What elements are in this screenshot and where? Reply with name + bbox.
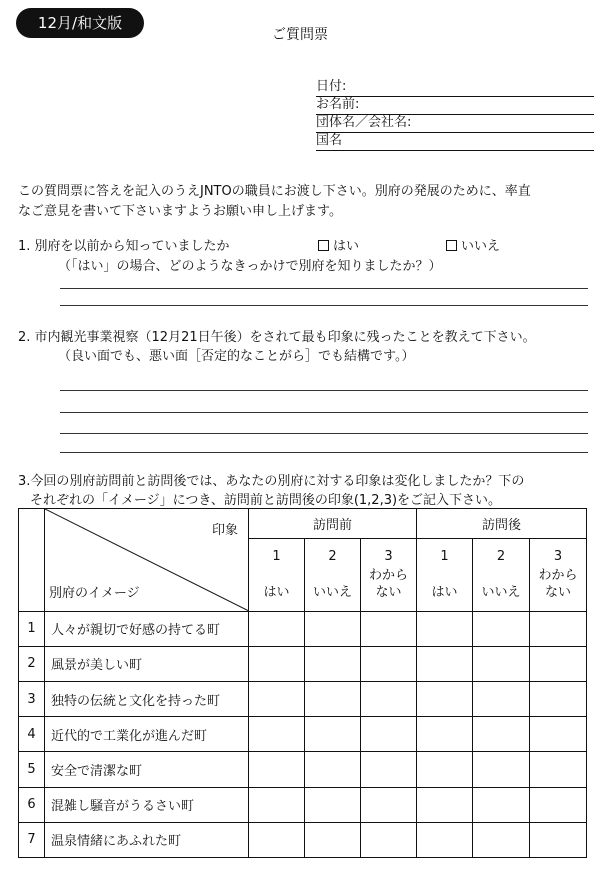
after-answer-cell[interactable] [530,717,587,752]
before-answer-cell[interactable] [305,822,361,857]
table-row [19,717,587,752]
image-label: 人々が親切で好感の持てる町 [45,611,249,646]
q1-yes-option[interactable] [318,237,359,257]
edition-tag: 12月/和文版 [16,8,144,38]
row-number: 6 [19,787,45,822]
image-label: 独特の伝統と文化を持った町 [45,681,249,716]
after-answer-cell[interactable] [530,611,587,646]
after-answer-cell[interactable] [417,752,473,787]
row-number: 3 [19,681,45,716]
before-answer-cell[interactable] [305,646,361,681]
table-row [19,822,587,857]
before-answer-cell[interactable] [361,611,417,646]
answer-line[interactable] [60,288,588,289]
before-answer-cell[interactable] [305,611,361,646]
before-answer-cell[interactable] [249,717,305,752]
before-answer-cell[interactable] [249,822,305,857]
scale-header-after-3: 3 わから ない [530,539,587,611]
image-label: 安全で清潔な町 [45,752,249,787]
before-answer-cell[interactable] [249,752,305,787]
after-answer-cell[interactable] [530,646,587,681]
after-answer-cell[interactable] [417,787,473,822]
q2-subquestion: （良い面でも、悪い面［否定的なことがら］でも結構です。） [58,349,415,364]
after-answer-cell[interactable] [473,611,530,646]
answer-line[interactable] [60,305,588,306]
after-answer-cell[interactable] [417,822,473,857]
q1-no-label: いいえ [461,239,501,254]
after-visit-header: 訪問後 [417,509,587,539]
q1-question: 1. 別府を以前から知っていましたか [18,239,230,254]
q1-yes-label: はい [333,239,360,254]
table-row [19,681,587,716]
impression-table [18,508,587,858]
row-number: 2 [19,646,45,681]
after-answer-cell[interactable] [473,717,530,752]
before-answer-cell[interactable] [249,787,305,822]
q1-subquestion: （「はい」の場合、どのようなきっかけで別府を知りましたか？） [58,259,442,274]
after-answer-cell[interactable] [530,681,587,716]
image-label: 温泉情緒にあふれた町 [45,822,249,857]
table-corner-cell [19,509,45,612]
scale-header-after-1: 1 はい [417,539,473,611]
image-label: 混雑し騒音がうるさい町 [45,787,249,822]
after-answer-cell[interactable] [473,752,530,787]
after-answer-cell[interactable] [473,646,530,681]
q1-no-option[interactable] [446,237,500,257]
organization-field[interactable]: 団体名／会社名: [316,114,594,133]
intro-line-2: なご意見を書いて下さいますようお願い申し上げます。 [18,204,342,219]
answer-line[interactable] [60,452,588,453]
after-answer-cell[interactable] [473,681,530,716]
before-answer-cell[interactable] [305,717,361,752]
image-label: 近代的で工業化が進んだ町 [45,717,249,752]
after-answer-cell[interactable] [417,681,473,716]
before-answer-cell[interactable] [249,646,305,681]
scale-header-after-2: 2 いいえ [473,539,530,611]
before-answer-cell[interactable] [249,611,305,646]
q2-question: 2. 市内観光事業視察（12月21日午後）をされて最も印象に残ったことを教えて下さい。 [18,330,536,345]
before-answer-cell[interactable] [361,787,417,822]
before-answer-cell[interactable] [305,681,361,716]
date-field[interactable]: 日付: [316,78,594,97]
before-answer-cell[interactable] [305,787,361,822]
before-answer-cell[interactable] [305,752,361,787]
scale-header-before-2: 2 いいえ [305,539,361,611]
before-answer-cell[interactable] [249,681,305,716]
answer-line[interactable] [60,433,588,434]
scale-header-before-3: 3 わから ない [361,539,417,611]
form-title: ご質問票 [272,27,328,43]
country-field[interactable]: 国名 [316,132,594,151]
after-answer-cell[interactable] [417,611,473,646]
answer-line[interactable] [60,390,588,391]
table-row [19,787,587,822]
checkbox-icon [446,240,457,251]
after-answer-cell[interactable] [473,787,530,822]
before-answer-cell[interactable] [361,717,417,752]
row-number: 7 [19,822,45,857]
diagonal-header-cell [45,509,249,612]
after-answer-cell[interactable] [417,646,473,681]
name-field[interactable]: お名前: [316,96,594,115]
q3-line-1: 3.今回の別府訪問前と訪問後では、あなたの別府に対する印象は変化しましたか？下の [18,474,525,489]
image-label: 風景が美しい町 [45,646,249,681]
checkbox-icon [318,240,329,251]
answer-line[interactable] [60,412,588,413]
before-visit-header: 訪問前 [249,509,417,539]
before-answer-cell[interactable] [361,681,417,716]
impression-header: 印象 [211,523,238,538]
before-answer-cell[interactable] [361,752,417,787]
after-answer-cell[interactable] [530,787,587,822]
table-row [19,611,587,646]
before-answer-cell[interactable] [361,646,417,681]
before-answer-cell[interactable] [361,822,417,857]
after-answer-cell[interactable] [417,717,473,752]
table-row [19,752,587,787]
row-number: 4 [19,717,45,752]
row-number: 5 [19,752,45,787]
scale-header-before-1: 1 はい [249,539,305,611]
after-answer-cell[interactable] [473,822,530,857]
intro-line-1: この質問票に答えを記入のうえJNTOの職員にお渡し下さい。別府の発展のために、率直 [18,184,531,199]
after-answer-cell[interactable] [530,822,587,857]
table-row [19,646,587,681]
q3-line-2: それぞれの「イメージ」につき、訪問前と訪問後の印象(1,2,3)をご記入下さい。 [30,493,502,508]
row-number: 1 [19,611,45,646]
after-answer-cell[interactable] [530,752,587,787]
image-header: 別府のイメージ [49,585,140,601]
